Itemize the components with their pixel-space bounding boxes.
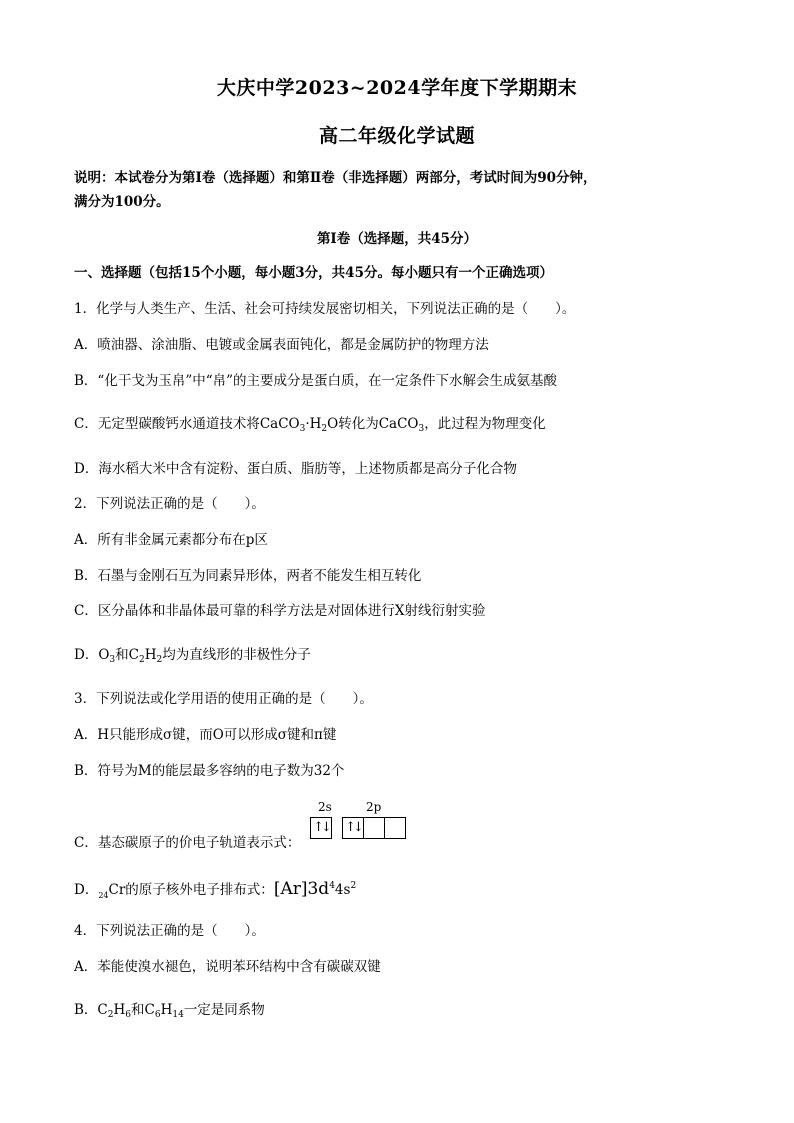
q2-d-text: H <box>144 647 157 663</box>
q1-stem: 1．化学与人类生产、生活、社会可持续发展密切相关，下列说法正确的是（ ）。 <box>74 301 576 317</box>
q1-c-text: ，此过程为物理变化 <box>424 416 546 432</box>
q3-option-d <box>74 876 734 906</box>
q4-b-sub: 6 <box>125 1010 131 1020</box>
q4-option-a: A．苯能使溴水褪色，说明苯环结构中含有碳碳双键 <box>74 959 381 975</box>
instructions-line-2: 满分为100分。 <box>74 194 170 210</box>
exam-title: 大庆中学2023~2024学年度下学期期末 <box>216 77 578 99</box>
q2-option-d <box>74 645 734 670</box>
orbital-label-2p: 2p <box>366 800 382 814</box>
q1-c-text: ·H <box>305 416 322 432</box>
q3-d-sup: 2 <box>350 881 357 891</box>
q2-d-text: D．O <box>74 647 110 663</box>
part-heading: 一、选择题（包括15个小题，每小题3分，共45分。每小题只有一个正确选项） <box>74 265 553 281</box>
q4-b-text: H <box>113 1002 126 1018</box>
q1-option-d: D．海水稻大米中含有淀粉、蛋白质、脂肪等，上述物质都是高分子化合物 <box>74 461 517 477</box>
orbital-box-2p-1: ↑↓ <box>342 817 364 839</box>
q3-option-b: B．符号为M的能层最多容纳的电子数为32个 <box>74 763 345 779</box>
section-title: 第Ⅰ卷（选择题，共45分） <box>316 231 478 247</box>
q1-c-sub: 3 <box>299 424 306 434</box>
q1-c-text: C．无定型碳酸钙水通道技术将CaCO <box>74 416 300 432</box>
q2-d-sub: 2 <box>138 655 145 665</box>
q2-stem: 2．下列说法正确的是（ ）。 <box>74 496 265 512</box>
q1-option-c <box>74 414 734 439</box>
q4-b-text: B．C <box>74 1002 108 1018</box>
q4-b-text: 一定是同系物 <box>183 1002 265 1018</box>
q3-d-config: 4s <box>334 882 351 898</box>
q3-d-text: D． <box>74 882 99 898</box>
q2-option-b: B．石墨与金刚石互为同素异形体，两者不能发生相互转化 <box>74 568 422 584</box>
instructions-line-1: 说明：本试卷分为第Ⅰ卷（选择题）和第Ⅱ卷（非选择题）两部分，考试时间为90分钟， <box>74 170 597 186</box>
q1-option-b: B．“化干戈为玉帛”中“帛”的主要成分是蛋白质，在一定条件下水解会生成氨基酸 <box>74 373 558 389</box>
q3-d-config: [Ar]3d <box>273 879 330 899</box>
q4-stem: 4．下列说法正确的是（ ）。 <box>74 923 265 939</box>
q1-c-sub: 2 <box>321 424 328 434</box>
orbital-label-2s: 2s <box>318 800 332 814</box>
q4-option-b <box>74 1000 734 1025</box>
q3-d-text: Cr的原子核外电子排布式： <box>108 882 274 898</box>
q3-option-a: A．H只能形成σ键，而O可以形成σ键和π键 <box>74 727 337 743</box>
exam-subtitle: 高二年级化学试题 <box>318 125 475 147</box>
q3-stem: 3．下列说法或化学用语的使用正确的是（ ）。 <box>74 691 373 707</box>
q2-d-sub: 2 <box>156 655 163 665</box>
orbital-box-2s: ↑↓ <box>310 817 332 839</box>
q4-b-sub: 6 <box>154 1010 161 1020</box>
q1-c-text: O转化为CaCO <box>327 416 419 432</box>
q2-d-text: 均为直线形的非极性分子 <box>162 647 311 663</box>
q4-b-text: 和C <box>131 1002 155 1018</box>
q1-c-sub: 3 <box>418 424 425 434</box>
q4-b-sub: 2 <box>107 1010 114 1020</box>
q2-d-sub: 3 <box>109 655 116 665</box>
q1-option-a: A．喷油器、涂油脂、电镀或金属表面钝化，都是金属防护的物理方法 <box>74 337 489 353</box>
q3-d-atomic-number: 24 <box>98 891 109 900</box>
q2-option-a: A．所有非金属元素都分布在p区 <box>74 532 268 548</box>
q4-b-text: H <box>160 1002 173 1018</box>
q2-option-c: C．区分晶体和非晶体最可靠的科学方法是对固体进行X射线衍射实验 <box>74 603 486 619</box>
q3-option-c: C．基态碳原子的价电子轨道表示式： <box>74 835 301 851</box>
q3-d-sup: 4 <box>329 881 335 891</box>
q2-d-text: 和C <box>115 647 139 663</box>
q4-b-sub: 14 <box>172 1010 184 1020</box>
